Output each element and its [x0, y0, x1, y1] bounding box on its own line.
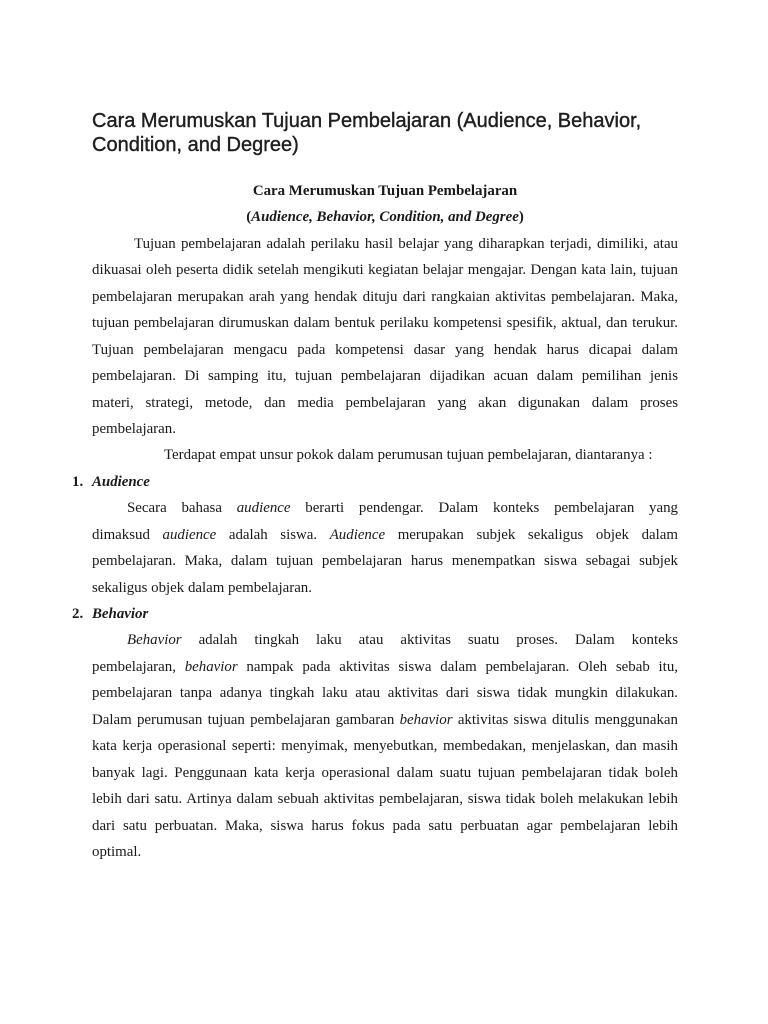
list-item-behavior: [72, 601, 678, 865]
section-heading: Cara Merumuskan Tujuan Pembelajaran: [252, 183, 518, 199]
paragraph-line: lebih dari satu. Artinya dalam sebuah aktivitas pembelajaran, siswa tidak boleh melakukan lebih: [92, 791, 678, 808]
section-subheading: [92, 204, 678, 230]
italic-term: audience: [236, 500, 291, 517]
paragraph-line: [92, 654, 678, 680]
intro-paragraph: [92, 231, 678, 443]
paragraph-line: pembelajaran.: [92, 420, 176, 437]
text-run: adalah tingkah laku atau aktivitas suatu proses. Dalam konteks: [181, 632, 678, 649]
italic-term: Audience: [329, 526, 386, 543]
text-run: nampak pada aktivitas siswa dalam pembelajaran. Oleh sebab itu,: [237, 658, 678, 675]
text-run: Dalam perumusan tujuan pembelajaran gambaran: [92, 711, 400, 728]
text-run: merupakan subjek sekaligus objek dalam: [385, 526, 678, 543]
document-body: [72, 178, 679, 865]
text-run: aktivitas siswa ditulis menggunakan: [452, 711, 678, 728]
paragraph-line: sekaligus objek dalam pembelajaran.: [92, 579, 312, 596]
list-item-heading: [72, 469, 678, 495]
italic-term: Audience, Behavior, Condition, and Degree: [251, 209, 519, 226]
italic-term: behavior: [399, 711, 453, 728]
document-title: Cara Merumuskan Tujuan Pembelajaran (Audience, Behavior, Condition, and Degree): [92, 110, 642, 156]
italic-term: behavior: [184, 658, 238, 675]
text-run: dimaksud: [92, 526, 163, 543]
paragraph-line: dikuasai oleh peserta didik setelah mengikuti kegiatan belajar mengajar. Dengan kata lain, tujuan: [92, 262, 678, 279]
list-item-title: Audience: [92, 473, 150, 490]
paragraph-line: [92, 707, 678, 733]
lead-in-paragraph: Terdapat empat unsur pokok dalam perumusan tujuan pembelajaran, diantaranya :: [164, 447, 653, 464]
list-item-audience: [72, 469, 679, 601]
italic-term: audience: [162, 526, 217, 543]
paragraph-line: optimal.: [92, 843, 142, 860]
paragraph-line: pembelajaran tanpa adanya tingkah laku atau aktivitas dari siswa tidak mungkin dilakukan.: [92, 685, 678, 702]
text-run: Secara bahasa: [127, 500, 237, 517]
paragraph-line: pembelajaran merupakan arah yang hendak dituju dari rangkaian aktivitas pembelajaran. Maka,: [92, 288, 678, 305]
paragraph-line: tujuan pembelajaran dirumuskan dalam bentuk perilaku kompetensi spesifik, aktual, dan terukur.: [92, 315, 678, 332]
text-run: berarti pendengar. Dalam konteks pembelajaran yang: [290, 500, 679, 517]
paragraph-line: pembelajaran. Maka, dalam tujuan pembelajaran harus menempatkan siswa sebagai subjek: [92, 553, 678, 570]
paragraph-line: pembelajaran. Di samping itu, tujuan pembelajaran dijadikan acuan dalam pemilihan jenis: [92, 368, 678, 385]
paragraph-line: [92, 495, 678, 521]
list-item-title: Behavior: [92, 606, 149, 622]
italic-term: Behavior: [127, 632, 182, 649]
paren-close: ): [518, 209, 524, 226]
paragraph-line: kata kerja operasional seperti: menyimak, menyebutkan, membedakan, menjelaskan, dan masih: [92, 738, 678, 755]
paren-open: (: [246, 209, 252, 226]
text-run: adalah siswa.: [216, 526, 330, 543]
paragraph-line: banyak lagi. Penggunaan kata kerja operasional dalam suatu tujuan pembelajaran tidak boleh: [92, 764, 678, 781]
list-marker: 1.: [72, 473, 84, 490]
list-marker: 2.: [72, 606, 84, 622]
paragraph-line: [92, 627, 678, 653]
paragraph-line: [92, 522, 678, 548]
text-run: pembelajaran,: [92, 658, 185, 675]
paragraph-line: Tujuan pembelajaran adalah perilaku hasil belajar yang diharapkan terjadi, dimiliki, atau: [134, 235, 678, 252]
list-item-heading: [72, 601, 678, 627]
paragraph-line: materi, strategi, metode, dan media pembelajaran yang akan digunakan dalam proses: [92, 394, 678, 411]
paragraph-line: Tujuan pembelajaran mengacu pada kompetensi dasar yang hendak harus dicapai dalam: [92, 341, 678, 358]
paragraph-line: dari satu perbuatan. Maka, siswa harus fokus pada satu perbuatan agar pembelajaran lebih: [92, 817, 678, 834]
